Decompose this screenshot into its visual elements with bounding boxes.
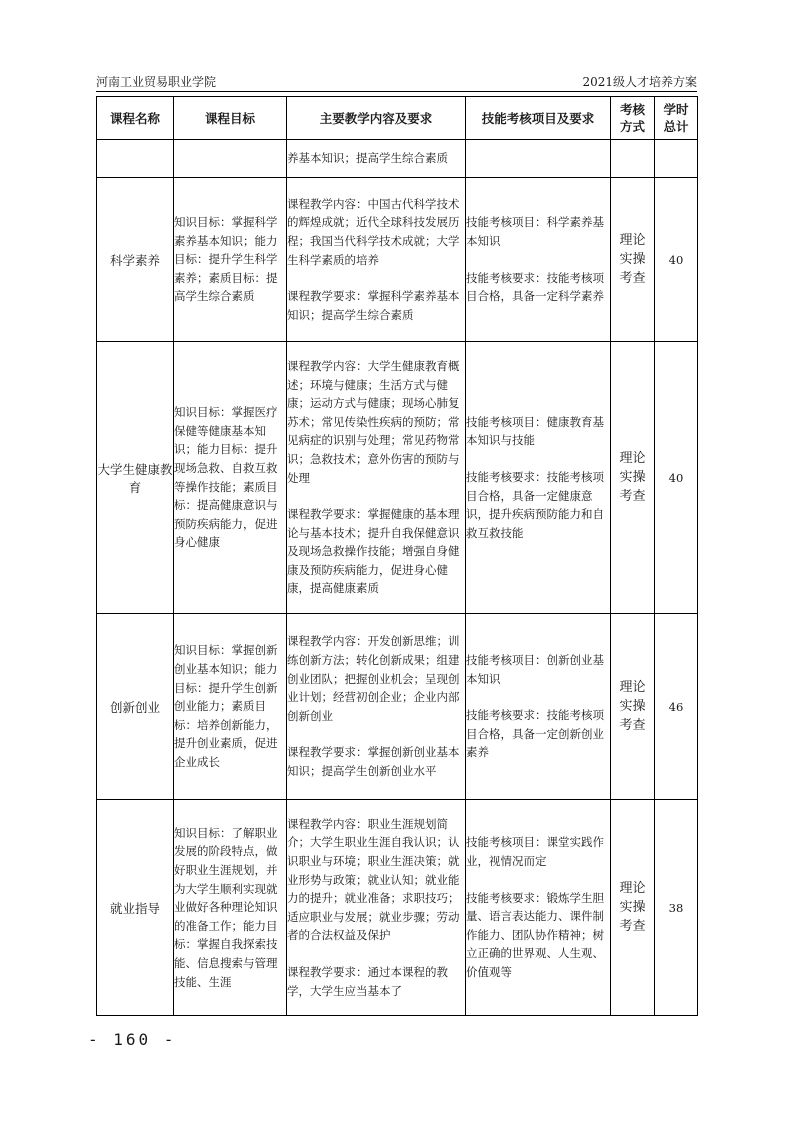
paragraph: 技能考核项目：科学素养基本知识 [466,215,604,248]
assessment-method [611,178,655,342]
course-goals [174,140,287,178]
paragraph: 技能考核要求：技能考核项目合格，具备一定创新创业素养 [466,708,604,760]
assessment-method [611,342,655,614]
paragraph: 技能考核要求：技能考核项目合格，具备一定健康意识，提升疾病预防能力和自救互救技能 [466,469,604,540]
paragraph: 课程教学内容：大学生健康教育概述；环境与健康；生活方式与健康；运动方式与健康；现场心肺复苏术；常见传染性疾病的预防；常见病症的识别与处理；常见药物常识；急救技术；意外伤害的预防与处理 [287,358,460,485]
col-header-content: 主要教学内容及要求 [287,97,466,140]
paragraph: 技能考核项目：创新创业基本知识 [466,653,604,686]
line: 理论 [619,881,646,896]
col-header-method-text [620,101,645,135]
skill-assessment [466,342,611,614]
paragraph: 课程教学要求：通过本课程的教学，大学生应当基本了 [287,964,448,998]
course-name: 大学生健康教育 [97,342,174,614]
document-title: 2021级人才培养方案 [582,75,697,89]
assessment-method [611,140,655,178]
paragraph: 课程教学内容：职业生涯规划简介；大学生职业生涯自我认识；认识职业与环境；职业生涯决策；就业形势与政策；就业认知；就业能力的提升；就业准备；求职技巧；适应职业与发展；就业步骤；劳动者的合法权益及保护 [287,816,460,943]
table-row [97,800,698,1016]
course-name [97,140,174,178]
line: 考查 [619,489,646,504]
total-hours: 40 [655,178,698,342]
col-header-name: 课程名称 [97,97,174,140]
teaching-content [287,140,466,178]
line: 实操 [619,900,646,915]
teaching-content [287,342,466,614]
header-rule [96,91,697,92]
paragraph: 技能考核要求：技能考核项目合格，具备一定科学素养 [466,270,604,304]
total-hours: 40 [655,342,698,614]
line: 实操 [619,252,646,267]
teaching-content [287,178,466,342]
table-header-row [97,97,698,140]
paragraph: 养基本知识；提高学生综合素质 [287,151,448,166]
teaching-content [287,800,466,1016]
page-number: - 160 - [88,1030,177,1049]
line: 实操 [619,699,646,714]
table-row [97,614,698,800]
skill-assessment [466,140,611,178]
table-row [97,342,698,614]
line: 实操 [619,470,646,485]
paragraph: 技能考核要求：锻炼学生胆量、语言表达能力、课件制作能力、团队协作精神；树立正确的世界观、人生观、价值观等 [466,890,604,979]
line: 考核 [619,102,645,117]
course-goals: 知识目标：掌握医疗保健等健康基本知识；能力目标：提升现场急救、自救互救等操作技能；素质目标：提高健康意识与预防疾病能力，促进身心健康 [174,342,287,614]
course-name: 科学素养 [97,178,174,342]
paragraph: 课程教学要求：掌握科学素养基本知识；提高学生综合素质 [287,289,460,322]
col-header-method [611,97,655,140]
total-hours: 38 [655,800,698,1016]
course-name: 创新创业 [97,614,174,800]
course-name: 就业指导 [97,800,174,1016]
total-hours [655,140,698,178]
total-hours: 46 [655,614,698,800]
course-goals: 知识目标：掌握科学素养基本知识；能力目标：提升学生科学素养；素质目标：提高学生综合素质 [174,178,287,342]
col-header-hours-text [663,101,688,135]
skill-assessment [466,614,611,800]
col-header-goals: 课程目标 [174,97,287,140]
line: 方式 [619,119,645,134]
skill-assessment [466,178,611,342]
course-table [96,96,698,1016]
course-goals: 知识目标：掌握创新创业基本知识；能力目标：提升学生创新创业能力；素质目标：培养创新能力，提升创业素质，促进企业成长 [174,614,287,800]
col-header-hours [655,97,698,140]
line: 考查 [619,718,646,733]
table-row [97,178,698,342]
paragraph: 课程教学要求：掌握健康的基本理论与基本技术；提升自我保健意识及现场急救操作技能；增强自身健康及预防疾病能力，促进身心健康，提高健康素质 [287,507,460,596]
assessment-method [611,614,655,800]
col-header-skill: 技能考核项目及要求 [466,97,611,140]
paragraph: 课程教学内容：开发创新思维；训练创新方法；转化创新成果；组建创业团队；把握创业机会；呈现创业计划；经营初创企业；企业内部创新创业 [287,634,460,723]
teaching-content [287,614,466,800]
line: 考查 [619,271,646,286]
school-name: 河南工业贸易职业学院 [96,75,217,89]
course-goals: 知识目标：了解职业发展的阶段特点，做好职业生涯规划，并为大学生顺利实现就业做好各种理论知识的准备工作；能力目标：掌握自我探索技能、信息搜索与管理技能、生涯 [174,800,287,1016]
line: 考查 [619,919,646,934]
line: 理论 [619,680,646,695]
line: 总计 [663,119,689,134]
paragraph: 技能考核项目：课堂实践作业，视情况而定 [466,835,604,869]
line: 理论 [619,451,646,466]
skill-assessment [466,800,611,1016]
paragraph: 课程教学要求：掌握创新创业基本知识；提高学生创新创业水平 [287,745,460,778]
assessment-method [611,800,655,1016]
table-row [97,140,698,178]
page-header [96,70,697,92]
paragraph: 课程教学内容：中国古代科学技术的辉煌成就；近代全球科技发展历程；我国当代科学技术成就；大学生科学素质的培养 [287,196,460,267]
line: 学时 [663,102,689,117]
line: 理论 [619,233,646,248]
paragraph: 技能考核项目：健康教育基本知识与技能 [466,414,604,448]
